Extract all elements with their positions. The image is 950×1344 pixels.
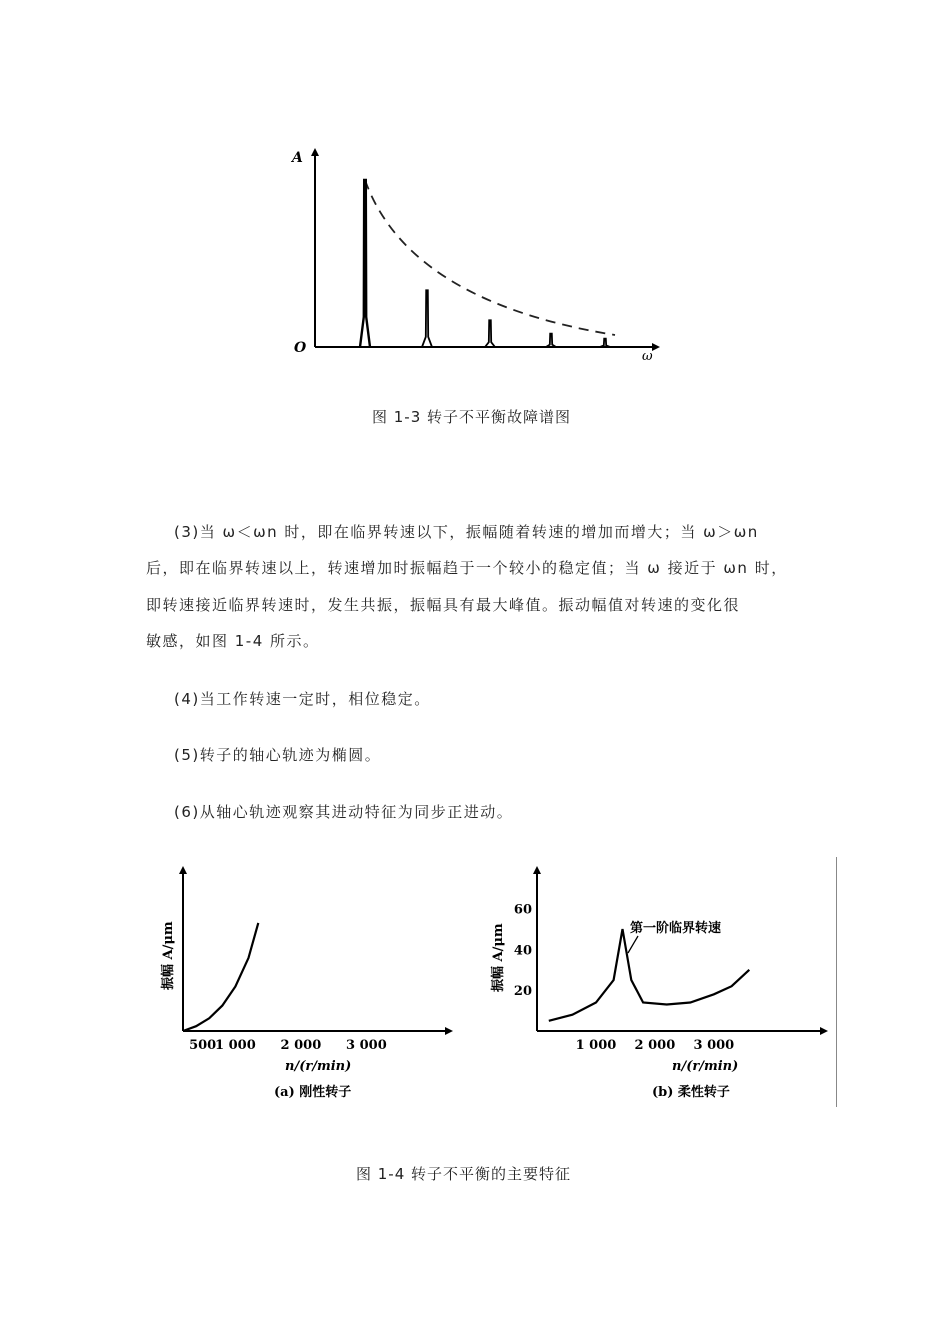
x-tick-label: 2 000 xyxy=(280,1038,322,1053)
envelope-curve xyxy=(365,180,615,335)
origin-label: O xyxy=(294,340,307,356)
x-tick-labels xyxy=(189,1038,387,1053)
y-axis-label: 振幅 A/μm xyxy=(161,921,176,990)
y-tick-label: 40 xyxy=(513,943,532,959)
x-tick-label: 3 000 xyxy=(346,1038,387,1053)
y-axis-arrow xyxy=(533,866,541,874)
paragraph-6: (6)从轴心轨迹观察其进动特征为同步正进动。 xyxy=(174,803,514,821)
x-axis-label: n/(r/min) xyxy=(285,1059,352,1074)
paragraph-3-line-2: 后，即在临界转速以上，转速增加时振幅趋于一个较小的稳定值；当 ω 接近于 ωn 时， xyxy=(146,559,788,577)
critical-speed-annotation: 第一阶临界转速 xyxy=(630,921,722,936)
x-axis-arrow xyxy=(445,1027,453,1035)
figure-1-4b-chart xyxy=(480,860,835,1105)
paragraph-4: (4)当工作转速一定时，相位稳定。 xyxy=(174,690,431,708)
x-tick-label: 500 xyxy=(189,1038,217,1053)
y-axis-arrow xyxy=(311,148,319,156)
panel-a-label: (a) 刚性转子 xyxy=(274,1085,352,1100)
spectrum-lines xyxy=(360,180,610,347)
y-axis-label: A xyxy=(292,150,303,166)
paragraph-5: (5)转子的轴心轨迹为椭圆。 xyxy=(174,746,382,764)
x-axis-arrow xyxy=(652,343,660,351)
spectrum-line-3x xyxy=(485,320,495,347)
paragraph-3-line-1: (3)当 ω＜ωn 时，即在临界转速以下，振幅随着转速的增加而增大；当 ω＞ωn xyxy=(174,523,759,541)
figure-1-3-chart xyxy=(280,140,670,365)
panel-b-label: (b) 柔性转子 xyxy=(652,1085,730,1100)
figure-1-4-caption: 图 1-4 转子不平衡的主要特征 xyxy=(356,1165,572,1183)
y-tick-labels xyxy=(514,903,532,1000)
x-axis-label: ω xyxy=(642,349,653,364)
y-tick-label: 20 xyxy=(513,984,532,1000)
figure-1-3-caption: 图 1-3 转子不平衡故障谱图 xyxy=(372,408,572,426)
x-axis-label: n/(r/min) xyxy=(672,1059,739,1074)
annotation-leader xyxy=(628,936,638,953)
y-axis-label: 振幅 A/μm xyxy=(491,923,506,992)
spectrum-line-5x xyxy=(600,339,610,347)
amplitude-curve xyxy=(549,929,750,1021)
x-axis-arrow xyxy=(820,1027,828,1035)
spectrum-line-1x xyxy=(360,180,370,347)
x-tick-labels xyxy=(576,1038,735,1053)
y-axis-arrow xyxy=(179,866,187,874)
figure-1-4a-chart xyxy=(150,860,460,1105)
x-tick-label: 2 000 xyxy=(634,1038,676,1053)
x-tick-label: 1 000 xyxy=(575,1038,617,1053)
x-tick-label: 1 000 xyxy=(215,1038,256,1053)
paragraph-3-line-4: 敏感，如图 1-4 所示。 xyxy=(146,632,320,650)
x-tick-label: 3 000 xyxy=(693,1038,735,1053)
paragraph-3-line-3: 即转速接近临界转速时，发生共振，振幅具有最大峰值。振动幅值对转速的变化很 xyxy=(146,596,741,614)
amplitude-curve xyxy=(183,923,258,1031)
spectrum-line-4x xyxy=(546,334,556,347)
right-margin-rule xyxy=(836,857,837,1107)
spectrum-line-2x xyxy=(422,290,432,347)
y-tick-label: 60 xyxy=(513,902,532,918)
